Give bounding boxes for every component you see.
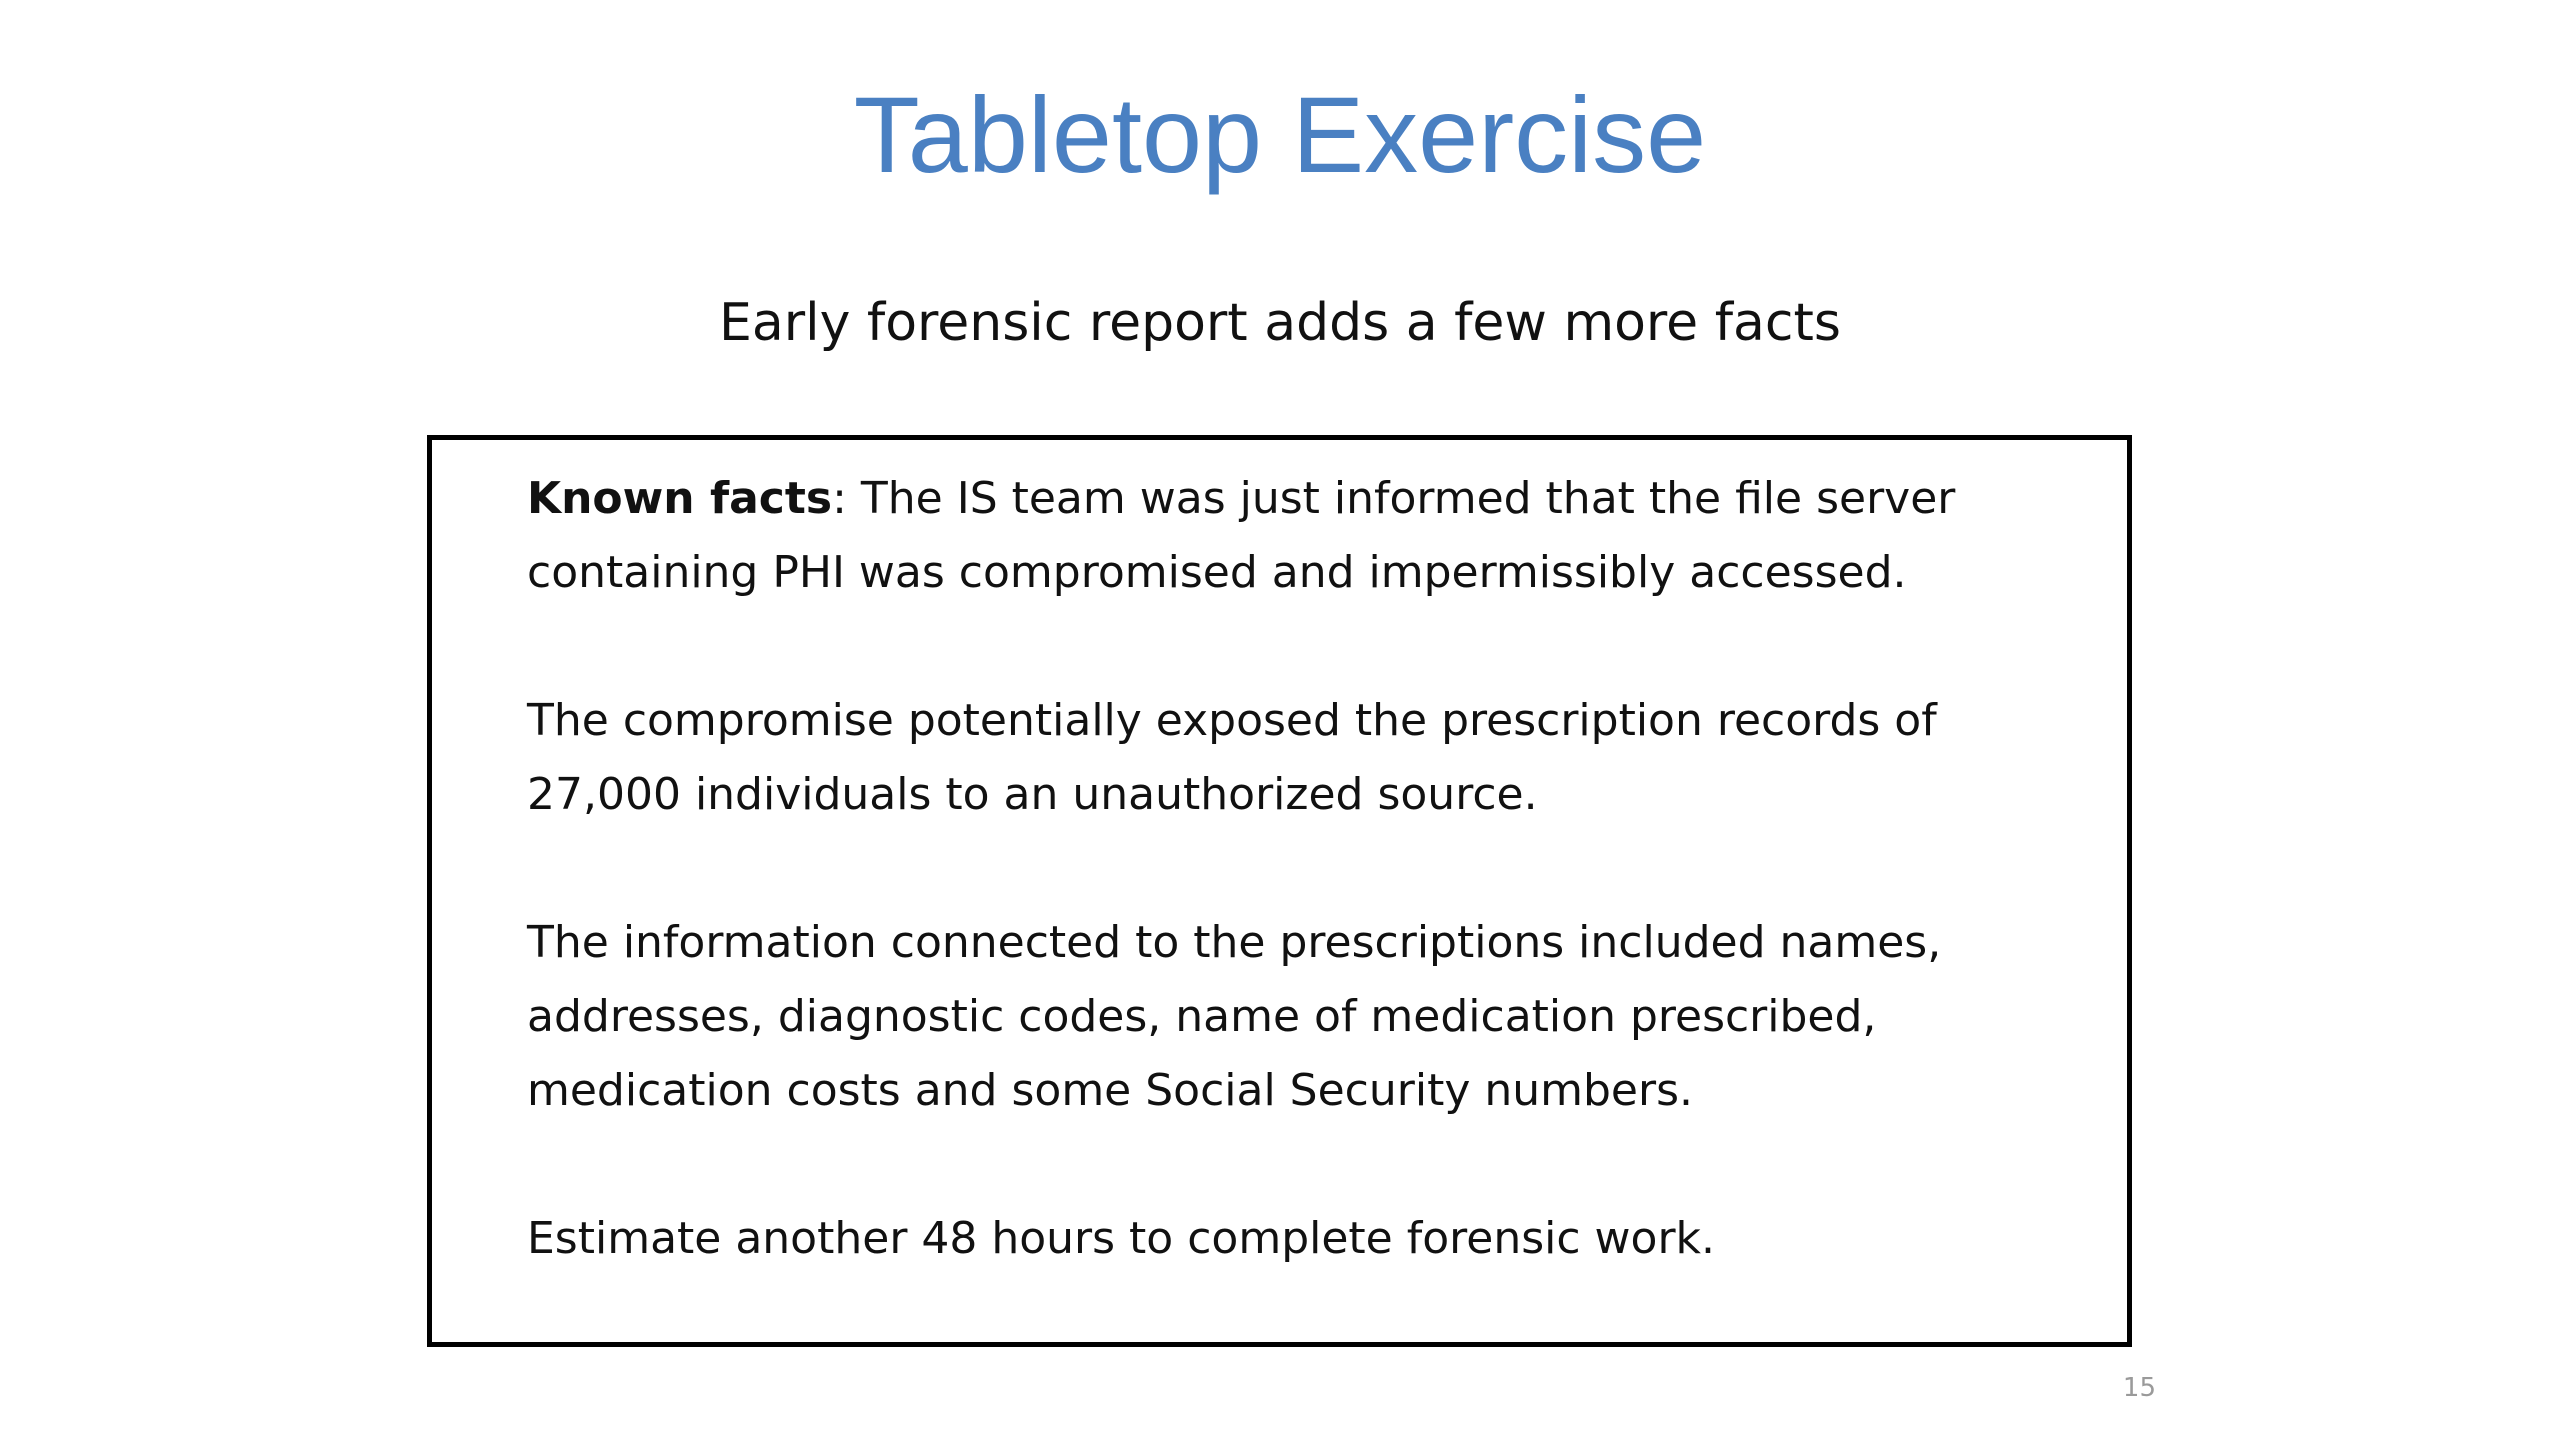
slide-title: Tabletop Exercise: [853, 74, 1707, 195]
known-facts-text: The IS team was just informed that the file server containing PHI was compromised and impermissibly accessed.: [527, 473, 1956, 598]
known-facts-label: Known facts: [527, 473, 833, 524]
known-facts-separator: :: [832, 473, 847, 524]
known-facts-box: [427, 435, 2132, 1347]
fact-paragraph-estimate: Estimate another 48 hours to complete forensic work.: [527, 1213, 1715, 1264]
fact-paragraph-known-facts: [527, 462, 2087, 610]
fact-paragraph-exposure: The compromise potentially exposed the prescription records of 27,000 individuals to an unauthorized source.: [527, 695, 1937, 820]
slide-subtitle: Early forensic report adds a few more facts: [719, 293, 1841, 353]
fact-paragraph-information: The information connected to the prescriptions included names, addresses, diagnostic codes, name of medication prescribed, medication costs and some Social Security numbers.: [527, 917, 1942, 1116]
slide-number: 15: [2122, 1373, 2156, 1403]
facts-content: [527, 462, 2087, 1276]
